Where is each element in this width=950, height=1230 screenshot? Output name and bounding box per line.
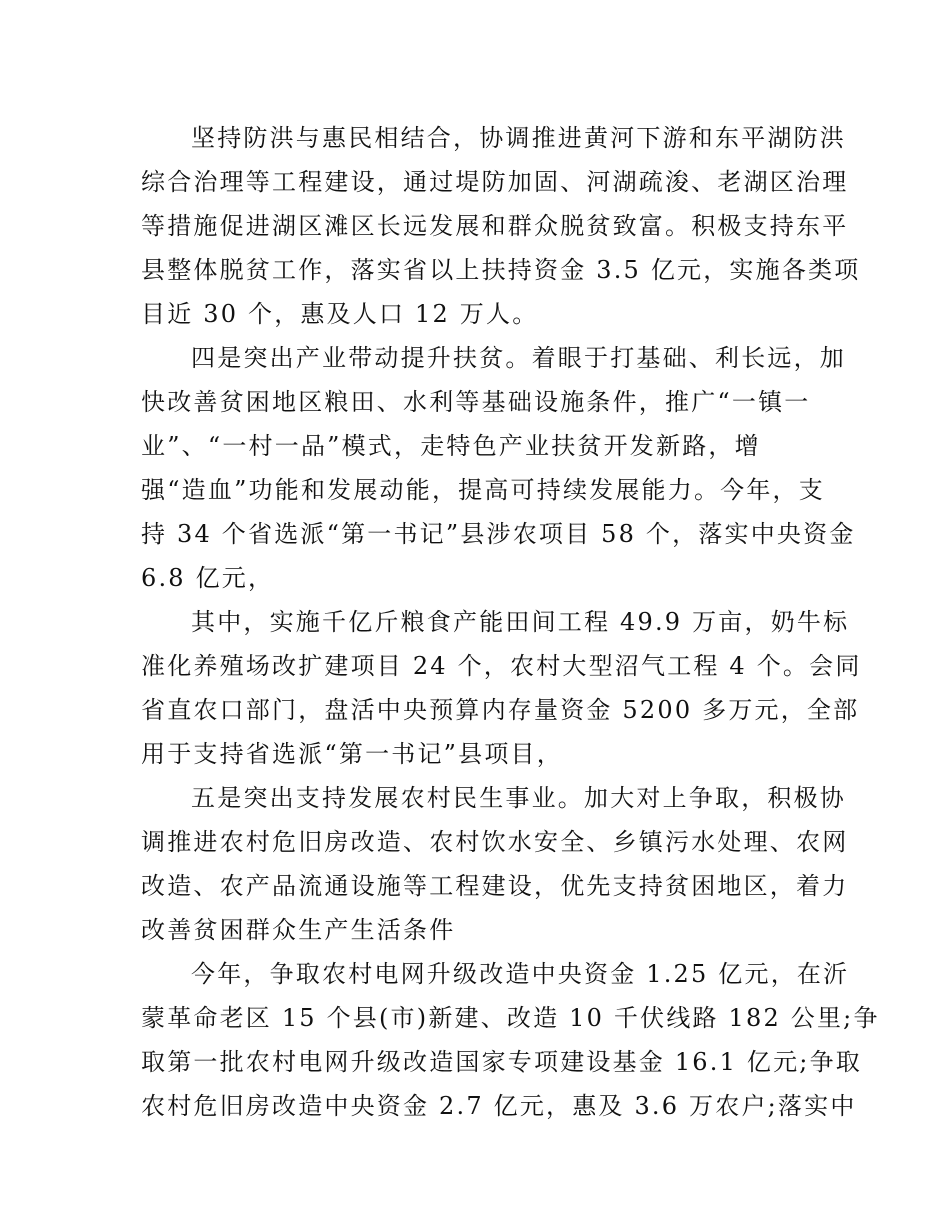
text-line: 五是突出支持发展农村民生事业。加大对上争取，积极协 bbox=[191, 784, 846, 812]
text-line: 目近 30 个，惠及人口 12 万人。 bbox=[141, 300, 539, 328]
text-line: 调推进农村危旧房改造、农村饮水安全、乡镇污水处理、农网 bbox=[141, 828, 849, 856]
text-line: 6.8 亿元， bbox=[141, 564, 275, 592]
text-line: 改善贫困群众生产生活条件 bbox=[141, 916, 456, 944]
text-line: 坚持防洪与惠民相结合，协调推进黄河下游和东平湖防洪 bbox=[191, 124, 846, 152]
text-line: 县整体脱贫工作，落实省以上扶持资金 3.5 亿元，实施各类项 bbox=[141, 256, 861, 284]
text-line: 强“造血”功能和发展动能，提高可持续发展能力。今年，支 bbox=[141, 476, 825, 504]
text-line: 今年，争取农村电网升级改造中央资金 1.25 亿元，在沂 bbox=[191, 960, 850, 988]
text-line: 农村危旧房改造中央资金 2.7 亿元，惠及 3.6 万农户;落实中 bbox=[141, 1092, 857, 1120]
text-line: 取第一批农村电网升级改造国家专项建设基金 16.1 亿元;争取 bbox=[141, 1048, 862, 1076]
body-text bbox=[141, 116, 880, 1128]
text-line: 等措施促进湖区滩区长远发展和群众脱贫致富。积极支持东平 bbox=[141, 212, 849, 240]
text-line: 综合治理等工程建设，通过堤防加固、河湖疏浚、老湖区治理 bbox=[141, 168, 849, 196]
text-line: 持 34 个省选派“第一书记”县涉农项目 58 个，落实中央资金 bbox=[141, 520, 856, 548]
text-line: 四是突出产业带动提升扶贫。着眼于打基础、利长远，加 bbox=[191, 344, 846, 372]
text-line: 蒙革命老区 15 个县(市)新建、改造 10 千伏线路 182 公里;争 bbox=[141, 1004, 880, 1032]
text-line: 改造、农产品流通设施等工程建设，优先支持贫困地区，着力 bbox=[141, 872, 849, 900]
text-line: 准化养殖场改扩建项目 24 个，农村大型沼气工程 4 个。会同 bbox=[141, 652, 862, 680]
text-line: 用于支持省选派“第一书记”县项目， bbox=[141, 740, 563, 768]
text-line: 省直农口部门，盘活中央预算内存量资金 5200 多万元，全部 bbox=[141, 696, 860, 724]
text-line: 其中，实施千亿斤粮食产能田间工程 49.9 万亩，奶牛标 bbox=[191, 608, 850, 636]
text-line: 业”、“一村一品”模式，走特色产业扶贫开发新路，增 bbox=[141, 432, 761, 460]
text-line: 快改善贫困地区粮田、水利等基础设施条件，推广“一镇一 bbox=[141, 388, 811, 416]
